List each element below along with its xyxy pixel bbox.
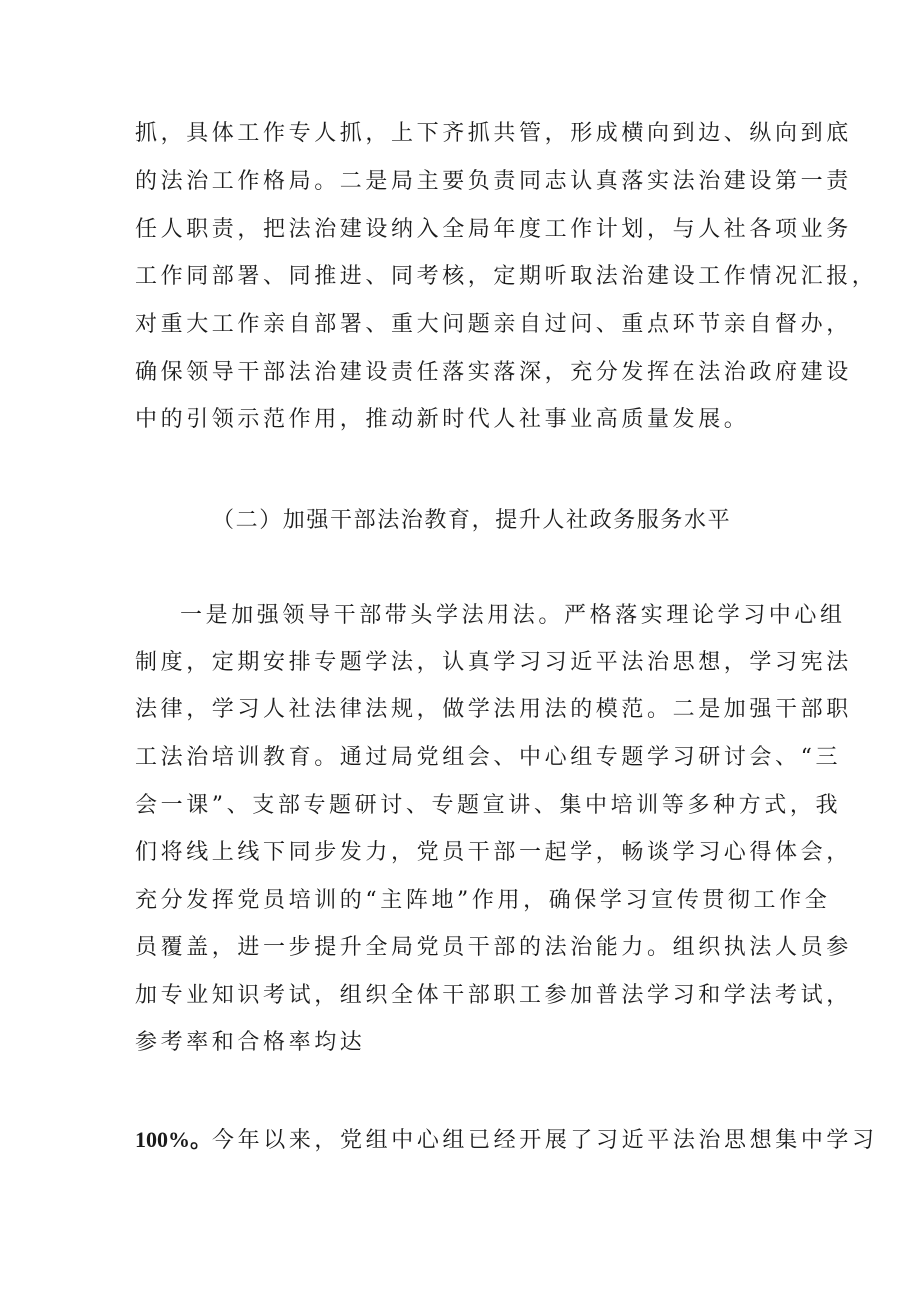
paragraph-1-line-6: 确保领导干部法治建设责任落实落深，充分发挥在法治政府建设 [135,360,852,385]
paragraph-1-line-7: 中的引领示范作用，推动新时代人社事业高质量发展。 [135,407,750,432]
paragraph-1-line-4: 工作同部署、同推进、同考核，定期听取法治建设工作情况汇报， [135,264,878,289]
paragraph-2-line-6: 们将线上线下同步发力，党员干部一起学，畅谈学习心得体会， [135,840,852,865]
paragraph-3-line-1 [135,1124,878,1157]
paragraph-2-line-4: 工法治培训教育。通过局党组会、中心组专题学习研讨会、“三 [135,745,842,770]
paragraph-1-line-3: 任人职责，把法治建设纳入全局年度工作计划，与人社各项业务 [135,217,852,242]
paragraph-2-line-8: 员覆盖，进一步提升全局党员干部的法治能力。组织执法人员参 [135,935,852,960]
paragraph-3-text: 今年以来，党组中心组已经开展了习近平法治思想集中学习 [212,1128,878,1153]
paragraph-2-line-7: 充分发挥党员培训的“主阵地”作用，确保学习宣传贯彻工作全 [135,888,831,913]
paragraph-1-line-1: 抓，具体工作专人抓，上下齐抓共管，形成横向到边、纵向到底 [135,121,852,146]
paragraph-2-line-9: 加专业知识考试，组织全体干部职工参加普法学习和学法考试， [135,983,852,1008]
paragraph-2-line-5: 会一课”、支部专题研讨、专题宣讲、集中培训等多种方式，我 [135,793,842,818]
percentage-value: 100%。 [135,1127,213,1152]
paragraph-1-line-5: 对重大工作亲自部署、重大问题亲自过问、重点环节亲自督办， [135,312,852,337]
paragraph-2-line-2: 制度，定期安排专题学法，认真学习习近平法治思想，学习宪法 [135,650,852,675]
section-heading: （二）加强干部法治教育，提升人社政务服务水平 [212,508,732,533]
paragraph-1-line-2: 的法治工作格局。二是局主要负责同志认真落实法治建设第一责 [135,169,852,194]
paragraph-2-line-3: 法律，学习人社法律法规，做学法用法的模范。二是加强干部职 [135,697,852,722]
paragraph-2-line-10: 参考率和合格率均达 [135,1030,366,1055]
paragraph-2-line-1: 一是加强领导干部带头学法用法。严格落实理论学习中心组 [180,603,846,628]
